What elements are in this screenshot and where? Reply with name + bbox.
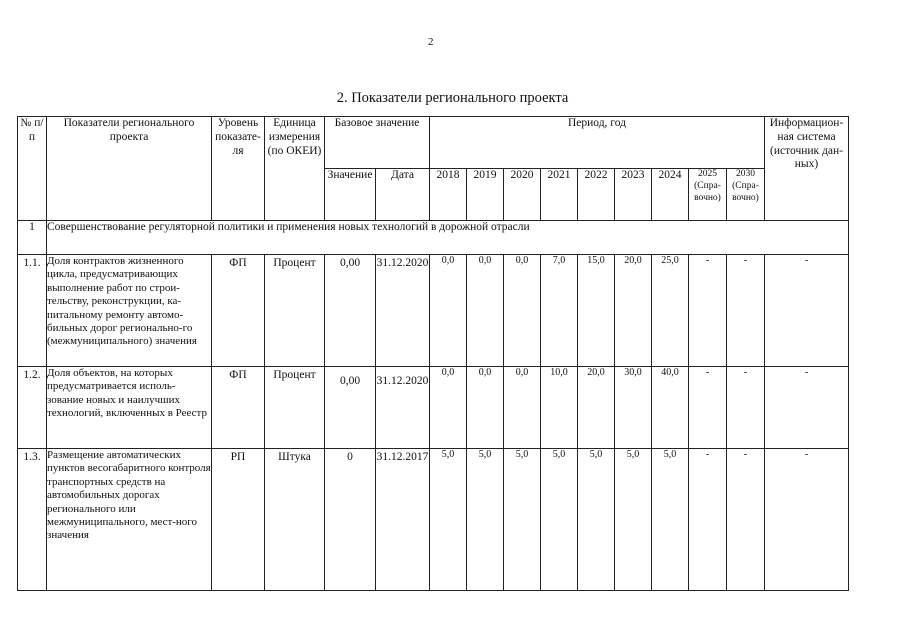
row-num: 1.2. (18, 367, 47, 449)
row-level: ФП (212, 255, 265, 367)
row-unit: Штука (265, 449, 325, 591)
row-value: 5,0 (578, 449, 615, 591)
row-value: 5,0 (652, 449, 689, 591)
row-value: 0,0 (467, 255, 504, 367)
page-number: 2 (428, 36, 434, 48)
table-row (18, 367, 849, 449)
row-value: 20,0 (578, 367, 615, 449)
row-unit: Процент (265, 255, 325, 367)
row-value: 0,0 (504, 255, 541, 367)
header-year: 2022 (578, 169, 615, 221)
row-info: - (765, 367, 849, 449)
row-value: 30,0 (615, 367, 652, 449)
header-period: Период, год (430, 117, 765, 169)
header-base-value: Значение (325, 169, 376, 221)
row-ref-value: - (727, 367, 765, 449)
row-indicator: Доля контрактов жизненного цикла, предусматривающих выполнение работ по строи-тельству, реконструкции, ка-питальному ремонту автомо-бильных дорог регионально-го (межмуниципального) значения (47, 255, 212, 367)
row-ref-value: - (727, 255, 765, 367)
header-year: 2024 (652, 169, 689, 221)
row-ref-value: - (689, 367, 727, 449)
ref-year-note: (Спра-вочно) (694, 180, 721, 203)
header-ref-year (689, 169, 727, 221)
row-base-value: 0,00 (325, 367, 376, 449)
row-value: 10,0 (541, 367, 578, 449)
row-level: РП (212, 449, 265, 591)
row-base-date: 31.12.2020 (376, 255, 430, 367)
row-ref-value: - (727, 449, 765, 591)
row-value: 20,0 (615, 255, 652, 367)
row-base-value: 0,00 (325, 255, 376, 367)
header-year: 2021 (541, 169, 578, 221)
row-ref-value: - (689, 449, 727, 591)
row-indicator: Доля объектов, на которых предусматривается исполь-зование новых и наилучших технологий, включенных в Реестр (47, 367, 212, 449)
row-ref-value: - (689, 255, 727, 367)
ref-year-label: 2025 (698, 169, 717, 179)
row-value: 5,0 (504, 449, 541, 591)
row-info: - (765, 449, 849, 591)
table-row (18, 255, 849, 367)
header-base: Базовое значение (325, 117, 430, 169)
row-info: - (765, 255, 849, 367)
row-unit: Процент (265, 367, 325, 449)
row-value: 40,0 (652, 367, 689, 449)
header-year: 2020 (504, 169, 541, 221)
indicators-table (17, 116, 849, 591)
row-value: 5,0 (467, 449, 504, 591)
row-base-value: 0 (325, 449, 376, 591)
table-row (18, 449, 849, 591)
row-num: 1.1. (18, 255, 47, 367)
row-value: 0,0 (430, 367, 467, 449)
table-title: 2. Показатели регионального проекта (336, 90, 569, 106)
section-num: 1 (18, 221, 47, 255)
header-year: 2019 (467, 169, 504, 221)
row-level: ФП (212, 367, 265, 449)
header-indicator: Показатели регионального проекта (47, 117, 212, 221)
section-title: Совершенствование регуляторной политики и применения новых технологий в дорожной отрасли (47, 221, 849, 255)
header-num: № п/п (18, 117, 47, 221)
row-value: 5,0 (430, 449, 467, 591)
row-value: 5,0 (615, 449, 652, 591)
row-base-date: 31.12.2017 (376, 449, 430, 591)
header-unit: Единица измерения (по ОКЕИ) (265, 117, 325, 221)
row-base-date: 31.12.2020 (376, 367, 430, 449)
row-value: 0,0 (467, 367, 504, 449)
header-info: Информацион-ная система (источник дан-ных) (765, 117, 849, 221)
ref-year-label: 2030 (736, 169, 755, 179)
row-value: 15,0 (578, 255, 615, 367)
header-year: 2018 (430, 169, 467, 221)
row-value: 0,0 (430, 255, 467, 367)
header-level: Уровень показате-ля (212, 117, 265, 221)
row-value: 25,0 (652, 255, 689, 367)
header-base-date: Дата (376, 169, 430, 221)
row-num: 1.3. (18, 449, 47, 591)
row-value: 5,0 (541, 449, 578, 591)
row-indicator: Размещение автоматических пунктов весогабаритного контроля транспортных средств на автомобильных дорогах регионального или межмуниципального, мест-ного значения (47, 449, 212, 591)
header-ref-year (727, 169, 765, 221)
row-value: 7,0 (541, 255, 578, 367)
row-value: 0,0 (504, 367, 541, 449)
header-year: 2023 (615, 169, 652, 221)
ref-year-note: (Спра-вочно) (732, 180, 759, 203)
